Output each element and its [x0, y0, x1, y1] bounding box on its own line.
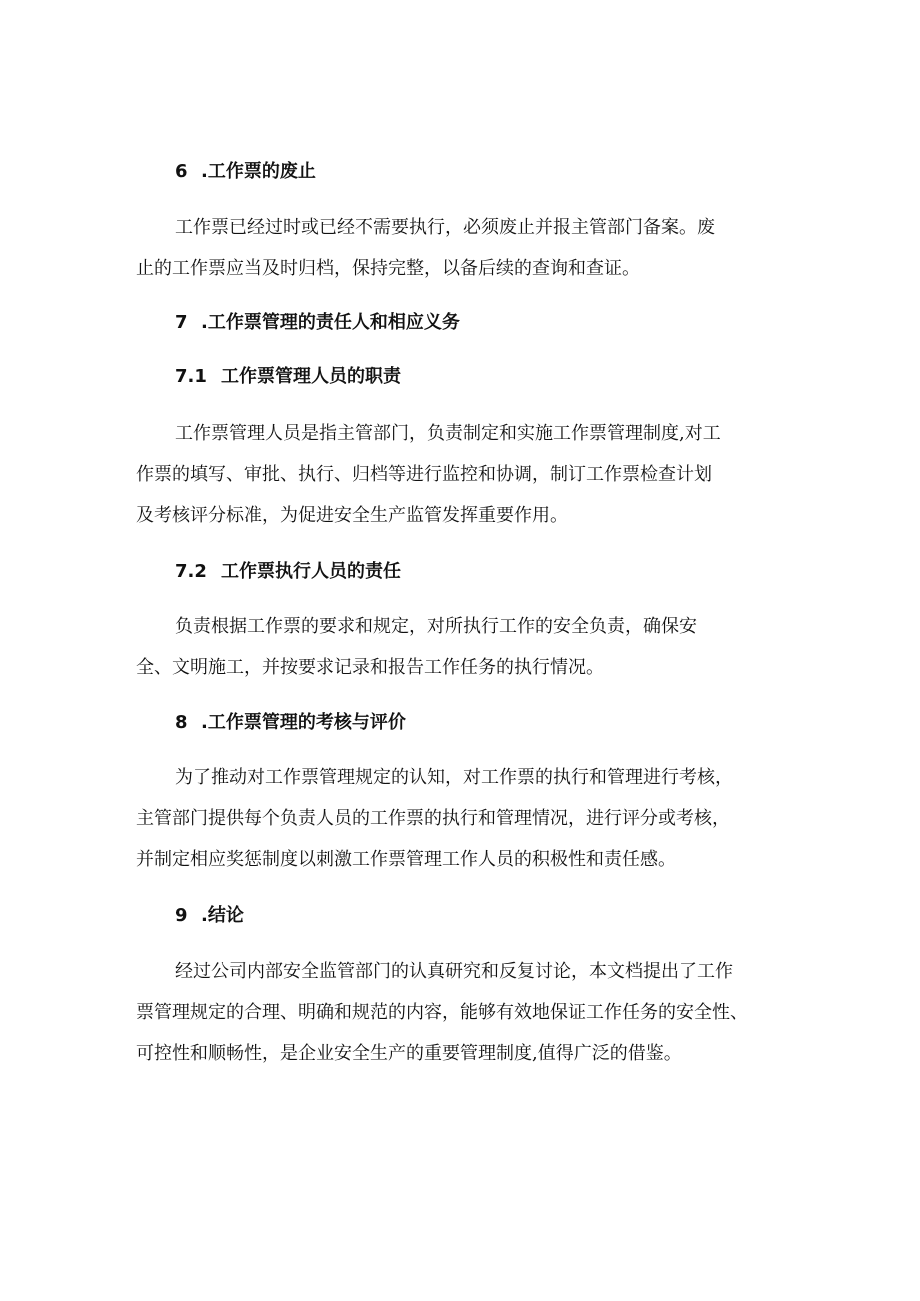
paragraph-line: 负责根据工作票的要求和规定，对所执行工作的安全负责，确保安 [175, 616, 697, 637]
section-6-paragraph [136, 207, 806, 289]
section-number: 6 [175, 161, 188, 182]
section-8-heading [175, 712, 406, 734]
paragraph-line: 可控性和顺畅性，是企业安全生产的重要管理制度,值得广泛的借鉴。 [136, 1043, 682, 1064]
section-number: 9 [175, 905, 188, 926]
paragraph-line: 工作票管理人员是指主管部门，负责制定和实施工作票管理制度,对工 [175, 423, 721, 444]
paragraph-line: 为了推动对工作票管理规定的认知，对工作票的执行和管理进行考核， [175, 767, 733, 788]
subsection-7-1-paragraph [136, 413, 806, 536]
subsection-number: 7.1 [175, 366, 207, 387]
subsection-7-1-heading [175, 366, 401, 388]
paragraph-line: 经过公司内部安全监管部门的认真研究和反复讨论，本文档提出了工作 [175, 961, 733, 982]
paragraph-line: 止的工作票应当及时归档，保持完整，以备后续的查询和查证。 [136, 258, 640, 279]
section-9-heading [175, 905, 244, 927]
section-number: 8 [175, 712, 188, 733]
paragraph-line: 及考核评分标准，为促进安全生产监管发挥重要作用。 [136, 505, 568, 526]
subsection-7-2-heading [175, 561, 401, 583]
subsection-number: 7.2 [175, 561, 207, 582]
section-title: .工作票管理的责任人和相应义务 [201, 312, 460, 333]
section-number: 7 [175, 312, 188, 333]
section-9-paragraph [136, 951, 806, 1074]
paragraph-line: 作票的填写、审批、执行、归档等进行监控和协调，制订工作票检查计划 [136, 464, 712, 485]
section-title: .工作票的废止 [201, 161, 316, 182]
subsection-title: 工作票管理人员的职责 [221, 366, 401, 387]
paragraph-line: 主管部门提供每个负责人员的工作票的执行和管理情况，进行评分或考核， [136, 808, 730, 829]
section-8-paragraph [136, 757, 806, 880]
section-title: .结论 [201, 905, 244, 926]
paragraph-line: 并制定相应奖惩制度以刺激工作票管理工作人员的积极性和责任感。 [136, 849, 676, 870]
paragraph-line: 票管理规定的合理、明确和规范的内容，能够有效地保证工作任务的安全性、 [136, 1002, 748, 1023]
subsection-7-2-paragraph [136, 606, 806, 688]
paragraph-line: 工作票已经过时或已经不需要执行，必须废止并报主管部门备案。废 [175, 217, 715, 238]
section-title: .工作票管理的考核与评价 [201, 712, 406, 733]
section-6-heading [175, 161, 316, 183]
subsection-title: 工作票执行人员的责任 [221, 561, 401, 582]
section-7-heading [175, 312, 460, 334]
paragraph-line: 全、文明施工，并按要求记录和报告工作任务的执行情况。 [136, 657, 604, 678]
